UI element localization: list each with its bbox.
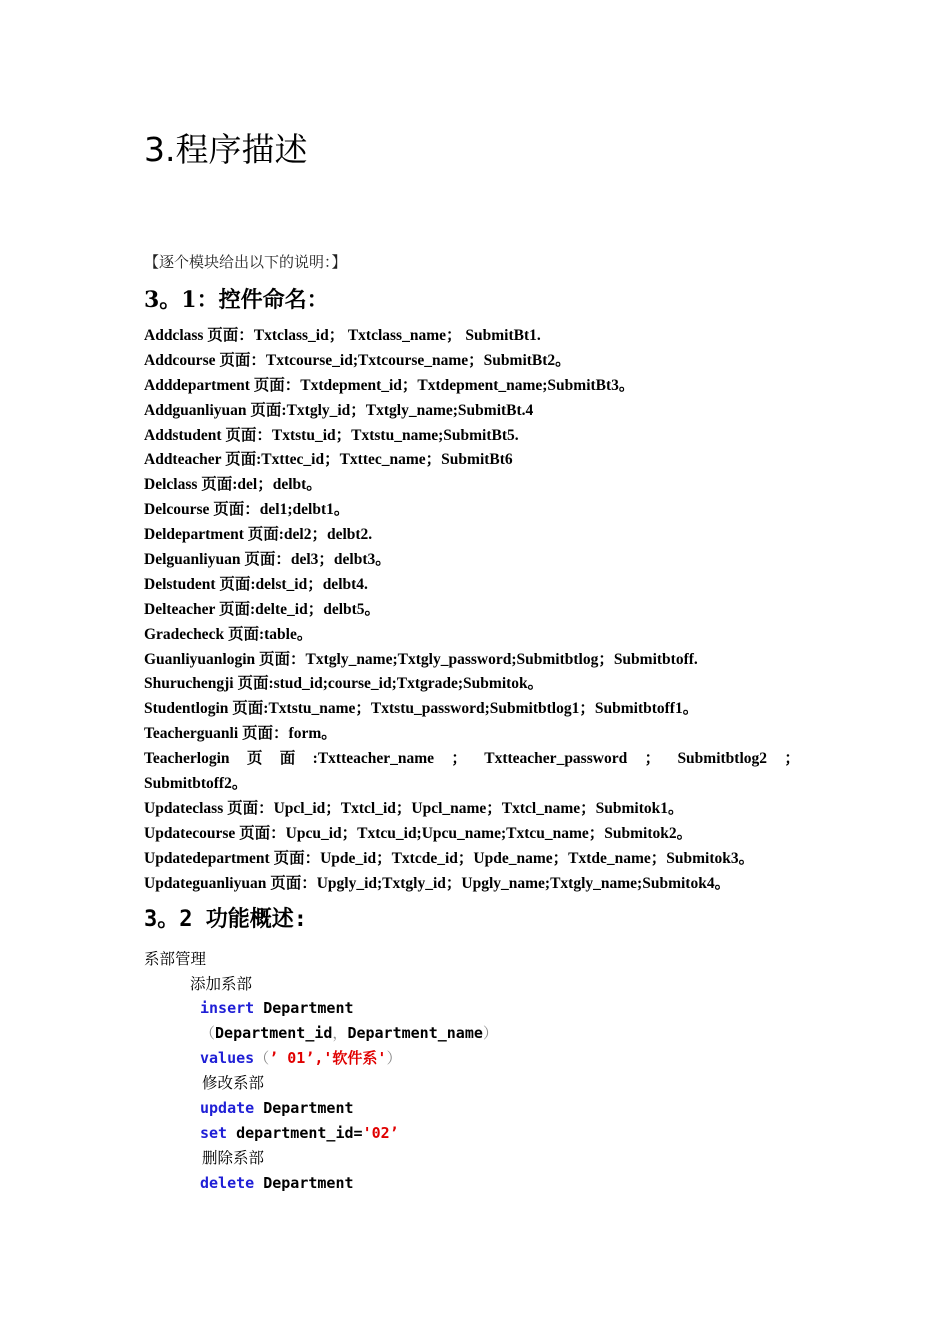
control-naming-list <box>144 324 800 896</box>
page-heading: 3.程序描述 <box>144 130 308 169</box>
sql-comma: , <box>314 1049 324 1067</box>
control-line-teacherlogin <box>144 747 800 772</box>
control-line: Guanliyuanlogin 页面：Txtgly_name;Txtgly_password;Submitbtlog；Submitbtoff. <box>144 650 698 668</box>
control-line: Delcourse 页面：del1;delbt1。 <box>144 501 350 519</box>
sql-keyword: insert <box>200 999 255 1017</box>
control-line: Gradecheck 页面:table。 <box>144 625 313 643</box>
sql-paren: （ <box>254 1049 270 1067</box>
control-line: Addclass 页面：Txtclass_id； Txtclass_name； SubmitBt1. <box>144 327 541 344</box>
control-line: Delstudent 页面:delst_id；delbt4. <box>144 575 368 593</box>
sql-expression: department_id= <box>227 1124 363 1142</box>
control-line: Teacherguanli 页面：form。 <box>144 725 337 743</box>
teacherlogin-part: 页 <box>246 750 263 768</box>
sql-keyword: set <box>200 1124 228 1142</box>
modify-dept-label: 修改系部 <box>202 1074 265 1092</box>
sql-paren: （ <box>200 1024 216 1042</box>
sql-comma: ， <box>332 1024 348 1042</box>
sql-keyword: update <box>200 1099 255 1117</box>
sql-paren: ） <box>482 1024 498 1042</box>
teacherlogin-part: ； <box>784 750 800 768</box>
section-title-function-overview: 3。2 功能概述: <box>144 907 307 932</box>
control-line: Updateguanliyuan 页面：Upgly_id;Txtgly_id；Upgly_name;Txtgly_name;Submitok4。 <box>144 874 731 892</box>
instruction-note: 【逐个模块给出以下的说明：】 <box>144 253 347 271</box>
sql-string: ’ 01’ <box>269 1049 315 1067</box>
sql-set-line <box>200 1121 399 1146</box>
section-title-control-naming: 3。1：控件命名： <box>144 287 329 313</box>
sql-table: Department <box>254 1099 354 1117</box>
teacherlogin-part: ； <box>451 750 467 768</box>
sql-column: Department_id <box>215 1024 333 1042</box>
sql-table: Department <box>254 1174 354 1192</box>
teacherlogin-part: 面 <box>279 750 296 768</box>
control-line: Studentlogin 页面:Txtstu_name；Txtstu_password;Submitbtlog1；Submitbtoff1。 <box>144 700 699 718</box>
sql-keyword: delete <box>200 1174 255 1192</box>
control-line: Delguanliyuan 页面：del3；delbt3。 <box>144 551 391 569</box>
control-line: Updatecourse 页面：Upcu_id；Txtcu_id;Upcu_name;Txtcu_name；Submitok2。 <box>144 824 693 842</box>
dept-management-label: 系部管理 <box>144 950 207 968</box>
sql-update-line <box>200 1096 354 1121</box>
sql-string: '软件系' <box>323 1049 387 1067</box>
control-line: Addguanliyuan 页面:Txtgly_id；Txtgly_name;SubmitBt.4 <box>144 401 534 419</box>
control-line: Addteacher 页面:Txttec_id；Txttec_name；SubmitBt6 <box>144 451 513 469</box>
control-line: Shuruchengji 页面:stud_id;course_id;Txtgrade;Submitok。 <box>144 675 544 693</box>
control-line: Updatedepartment 页面：Upde_id；Txtcde_id；Upde_name；Txtde_name；Submitok3。 <box>144 849 755 867</box>
sql-paren: ） <box>386 1049 402 1067</box>
sql-values-line <box>200 1046 401 1071</box>
teacherlogin-part: ； <box>644 750 661 768</box>
control-line: Delteacher 页面:delte_id；delbt5。 <box>144 600 381 618</box>
sql-string: '02’ <box>362 1124 399 1142</box>
sql-insert-line <box>200 996 354 1021</box>
sql-keyword: values <box>200 1049 255 1067</box>
sql-columns-line <box>200 1021 498 1046</box>
sql-table: Department <box>254 999 354 1017</box>
control-line: Deldepartment 页面:del2；delbt2. <box>144 526 373 544</box>
control-line: Addcourse 页面：Txtcourse_id;Txtcourse_name；SubmitBt2。 <box>144 351 571 369</box>
control-line: Addstudent 页面：Txtstu_id；Txtstu_name;SubmitBt5. <box>144 426 519 444</box>
teacherlogin-part: Txtteacher_password <box>484 750 628 768</box>
control-line: Adddepartment 页面：Txtdepment_id；Txtdepment_name;SubmitBt3。 <box>144 376 635 394</box>
control-line-continuation: Submitbtoff2。 <box>144 775 248 793</box>
control-line: Delclass 页面:del；delbt。 <box>144 476 322 494</box>
teacherlogin-part: :Txtteacher_name <box>312 750 435 768</box>
sql-column: Department_name <box>347 1024 483 1042</box>
add-dept-label: 添加系部 <box>190 975 253 993</box>
sql-delete-line <box>200 1171 354 1196</box>
teacherlogin-part: Submitbtlog2 <box>677 750 768 768</box>
teacherlogin-part: Teacherlogin <box>144 750 230 768</box>
delete-dept-label: 删除系部 <box>202 1149 265 1167</box>
control-line: Updateclass 页面：Upcl_id；Txtcl_id；Upcl_name；Txtcl_name；Submitok1。 <box>144 799 684 817</box>
